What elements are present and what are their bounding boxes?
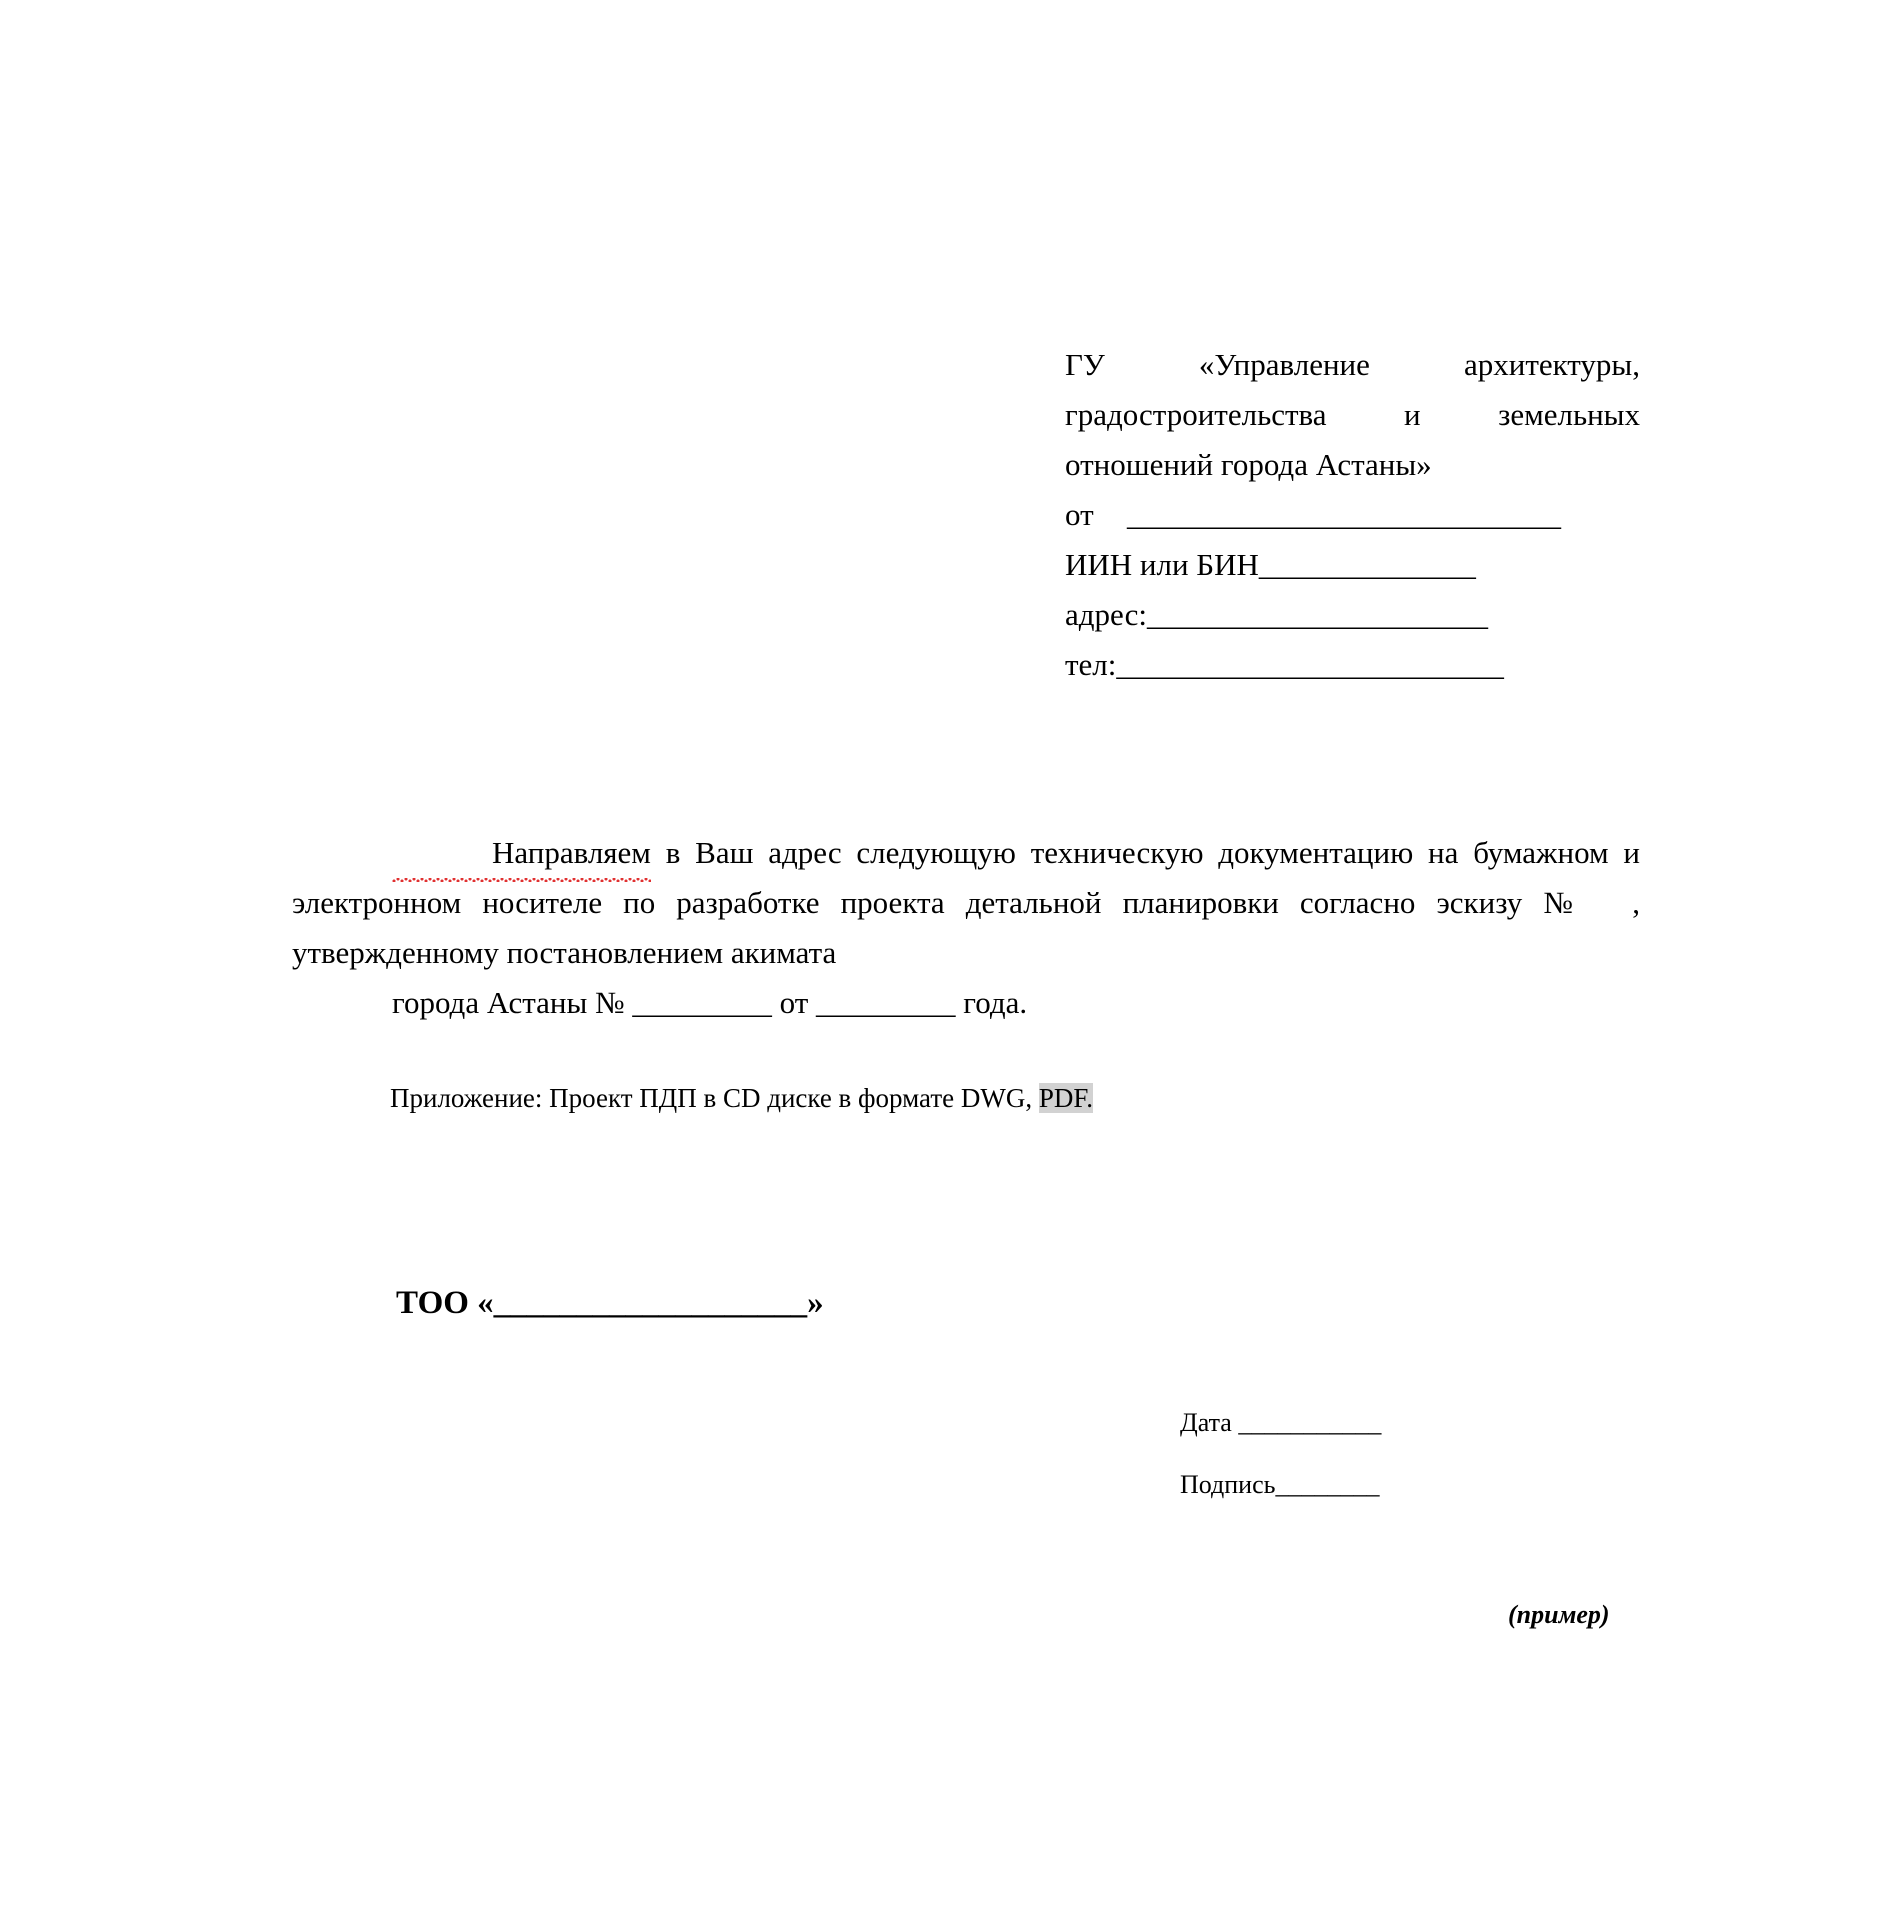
addressee-iin-row bbox=[1065, 540, 1640, 590]
company-suffix: » bbox=[807, 1285, 824, 1321]
company-line bbox=[396, 1285, 824, 1322]
last-line-mid: от bbox=[771, 985, 817, 1020]
attachment-line bbox=[390, 1078, 1093, 1118]
phone-blank[interactable]: _________________________ bbox=[1116, 647, 1504, 682]
resolution-date-blank[interactable]: _________ bbox=[816, 985, 956, 1020]
date-label: Дата bbox=[1180, 1408, 1239, 1437]
last-line-suffix: года. bbox=[955, 985, 1028, 1020]
addressee-phone-row bbox=[1065, 640, 1640, 690]
address-blank[interactable]: ______________________ bbox=[1146, 597, 1488, 632]
misspelled-word: Направляем bbox=[392, 828, 651, 878]
addressee-line-1: ГУ «Управление архитектуры, bbox=[1065, 347, 1640, 382]
signature-row bbox=[1180, 1454, 1381, 1516]
addressee-line-3: отношений города Астаны» bbox=[1065, 447, 1432, 482]
addressee-address-row bbox=[1065, 590, 1640, 640]
from-blank[interactable]: ____________________________ bbox=[1127, 497, 1561, 532]
resolution-number-blank[interactable]: _________ bbox=[632, 985, 772, 1020]
iin-bin-label: ИИН или БИН bbox=[1065, 547, 1259, 582]
example-footnote: (пример) bbox=[1508, 1600, 1610, 1629]
from-label: от bbox=[1065, 497, 1094, 532]
company-name-blank[interactable]: ___________________ bbox=[493, 1285, 808, 1321]
date-row bbox=[1180, 1392, 1381, 1454]
addressee-block bbox=[1065, 340, 1640, 690]
addressee-line-2: градостроительства и земельных bbox=[1065, 397, 1640, 432]
iin-bin-blank[interactable]: ______________ bbox=[1258, 547, 1476, 582]
signature-blank[interactable]: ________ bbox=[1275, 1470, 1380, 1499]
body-last-line bbox=[292, 978, 1640, 1028]
body-text-tail: , утвержденному постановлением акимата bbox=[292, 885, 1640, 970]
last-line-prefix: города Астаны № bbox=[392, 985, 633, 1020]
body-text-main: в Ваш адрес следующую техническую документацию на бумажном и электронном носителе по разработке проекта детальной планировки согласно эскизу № bbox=[292, 835, 1640, 920]
phone-label: тел: bbox=[1065, 647, 1117, 682]
date-blank[interactable]: ___________ bbox=[1238, 1408, 1382, 1437]
body-paragraph bbox=[292, 828, 1640, 1028]
address-label: адрес: bbox=[1065, 597, 1147, 632]
attachment-highlighted-format: PDF. bbox=[1038, 1083, 1093, 1113]
signature-block bbox=[1180, 1392, 1381, 1516]
addressee-from-row bbox=[1065, 490, 1640, 540]
signature-label: Подпись bbox=[1180, 1470, 1276, 1499]
company-prefix: ТОО « bbox=[396, 1285, 494, 1321]
attachment-text: Приложение: Проект ПДП в CD диске в формате DWG, bbox=[390, 1083, 1039, 1113]
